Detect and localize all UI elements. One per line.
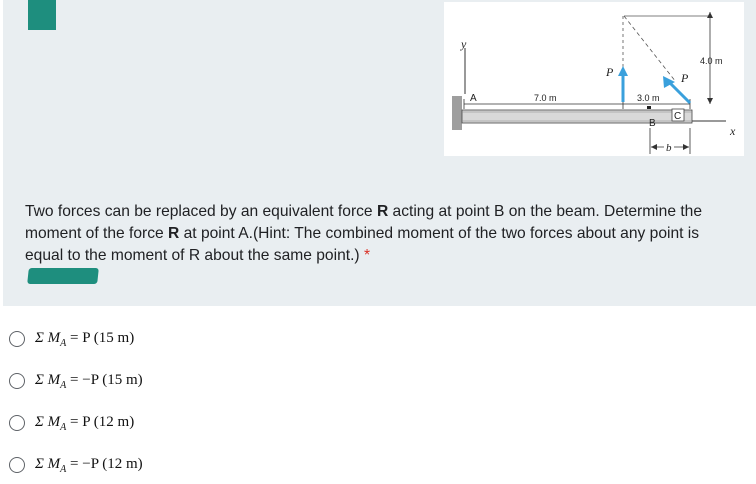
- point-b-marker: [647, 106, 651, 109]
- radio-button[interactable]: [9, 373, 25, 389]
- radio-button[interactable]: [9, 457, 25, 473]
- prompt-bold-r-2: R: [168, 225, 180, 242]
- option-1[interactable]: [9, 325, 309, 353]
- question-card: [3, 0, 756, 306]
- redaction-mark: [27, 268, 99, 284]
- option-label: Σ $M_A = -P$ (12 m): [35, 455, 143, 475]
- radio-button[interactable]: [9, 331, 25, 347]
- radio-button[interactable]: [9, 415, 25, 431]
- x-axis-label: x: [730, 124, 736, 138]
- point-a-label: A: [470, 93, 477, 104]
- wall-support: [452, 96, 462, 130]
- force-p-right-label: P: [681, 71, 689, 85]
- prompt-text-3: at point A.(Hint: The combined moment of the two forces about any point is equal to the moment of R about the same point.): [25, 225, 700, 264]
- beam-figure: [444, 2, 744, 156]
- required-asterisk: *: [363, 247, 371, 264]
- point-c-label: C: [674, 111, 682, 122]
- question-prompt: [25, 201, 737, 267]
- dim-height-label: 4.0 m: [700, 56, 723, 66]
- option-4[interactable]: [9, 451, 309, 479]
- option-label: Σ $M_A = -P$ (15 m): [35, 371, 143, 391]
- option-3[interactable]: [9, 409, 309, 437]
- force-p-left-label: P: [606, 65, 614, 79]
- dim-b-label: b: [666, 142, 672, 154]
- prompt-text-2: acting at point B on the beam. Determine the moment of the force: [25, 203, 702, 242]
- option-label: Σ $M_A = P$ (15 m): [35, 329, 135, 349]
- beam-diagram: [444, 2, 744, 156]
- point-b-label: B: [649, 118, 656, 129]
- dim-bc-label: 3.0 m: [637, 93, 660, 103]
- prompt-bold-r: R: [376, 203, 389, 220]
- dim-ab-label: 7.0 m: [534, 93, 557, 103]
- option-2[interactable]: [9, 367, 309, 395]
- question-number-badge: [28, 0, 56, 30]
- prompt-text-1: Two forces can be replaced by an equivalent force: [25, 203, 377, 220]
- option-label: Σ $M_A = P$ (12 m): [35, 413, 135, 433]
- force-p-inclined-arrow: [669, 82, 690, 103]
- y-axis-label: y: [461, 37, 467, 51]
